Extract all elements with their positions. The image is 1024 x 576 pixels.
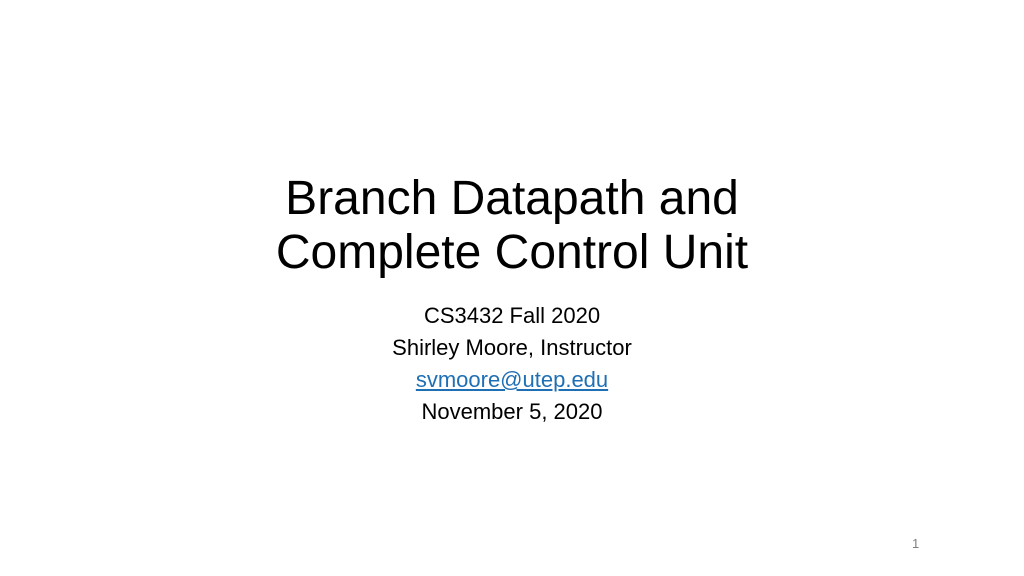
title-line-2: Complete Control Unit <box>275 226 749 279</box>
subtitle-block <box>128 300 896 428</box>
email-link[interactable]: svmoore@utep.edu <box>415 367 609 392</box>
course-label: CS3432 Fall 2020 <box>423 303 601 328</box>
date-label: November 5, 2020 <box>421 399 603 424</box>
instructor-label: Shirley Moore, Instructor <box>392 335 632 360</box>
title-line-1: Branch Datapath and <box>285 172 739 225</box>
slide-number: 1 <box>912 536 920 551</box>
email-line <box>128 364 896 396</box>
page-title <box>128 172 896 280</box>
